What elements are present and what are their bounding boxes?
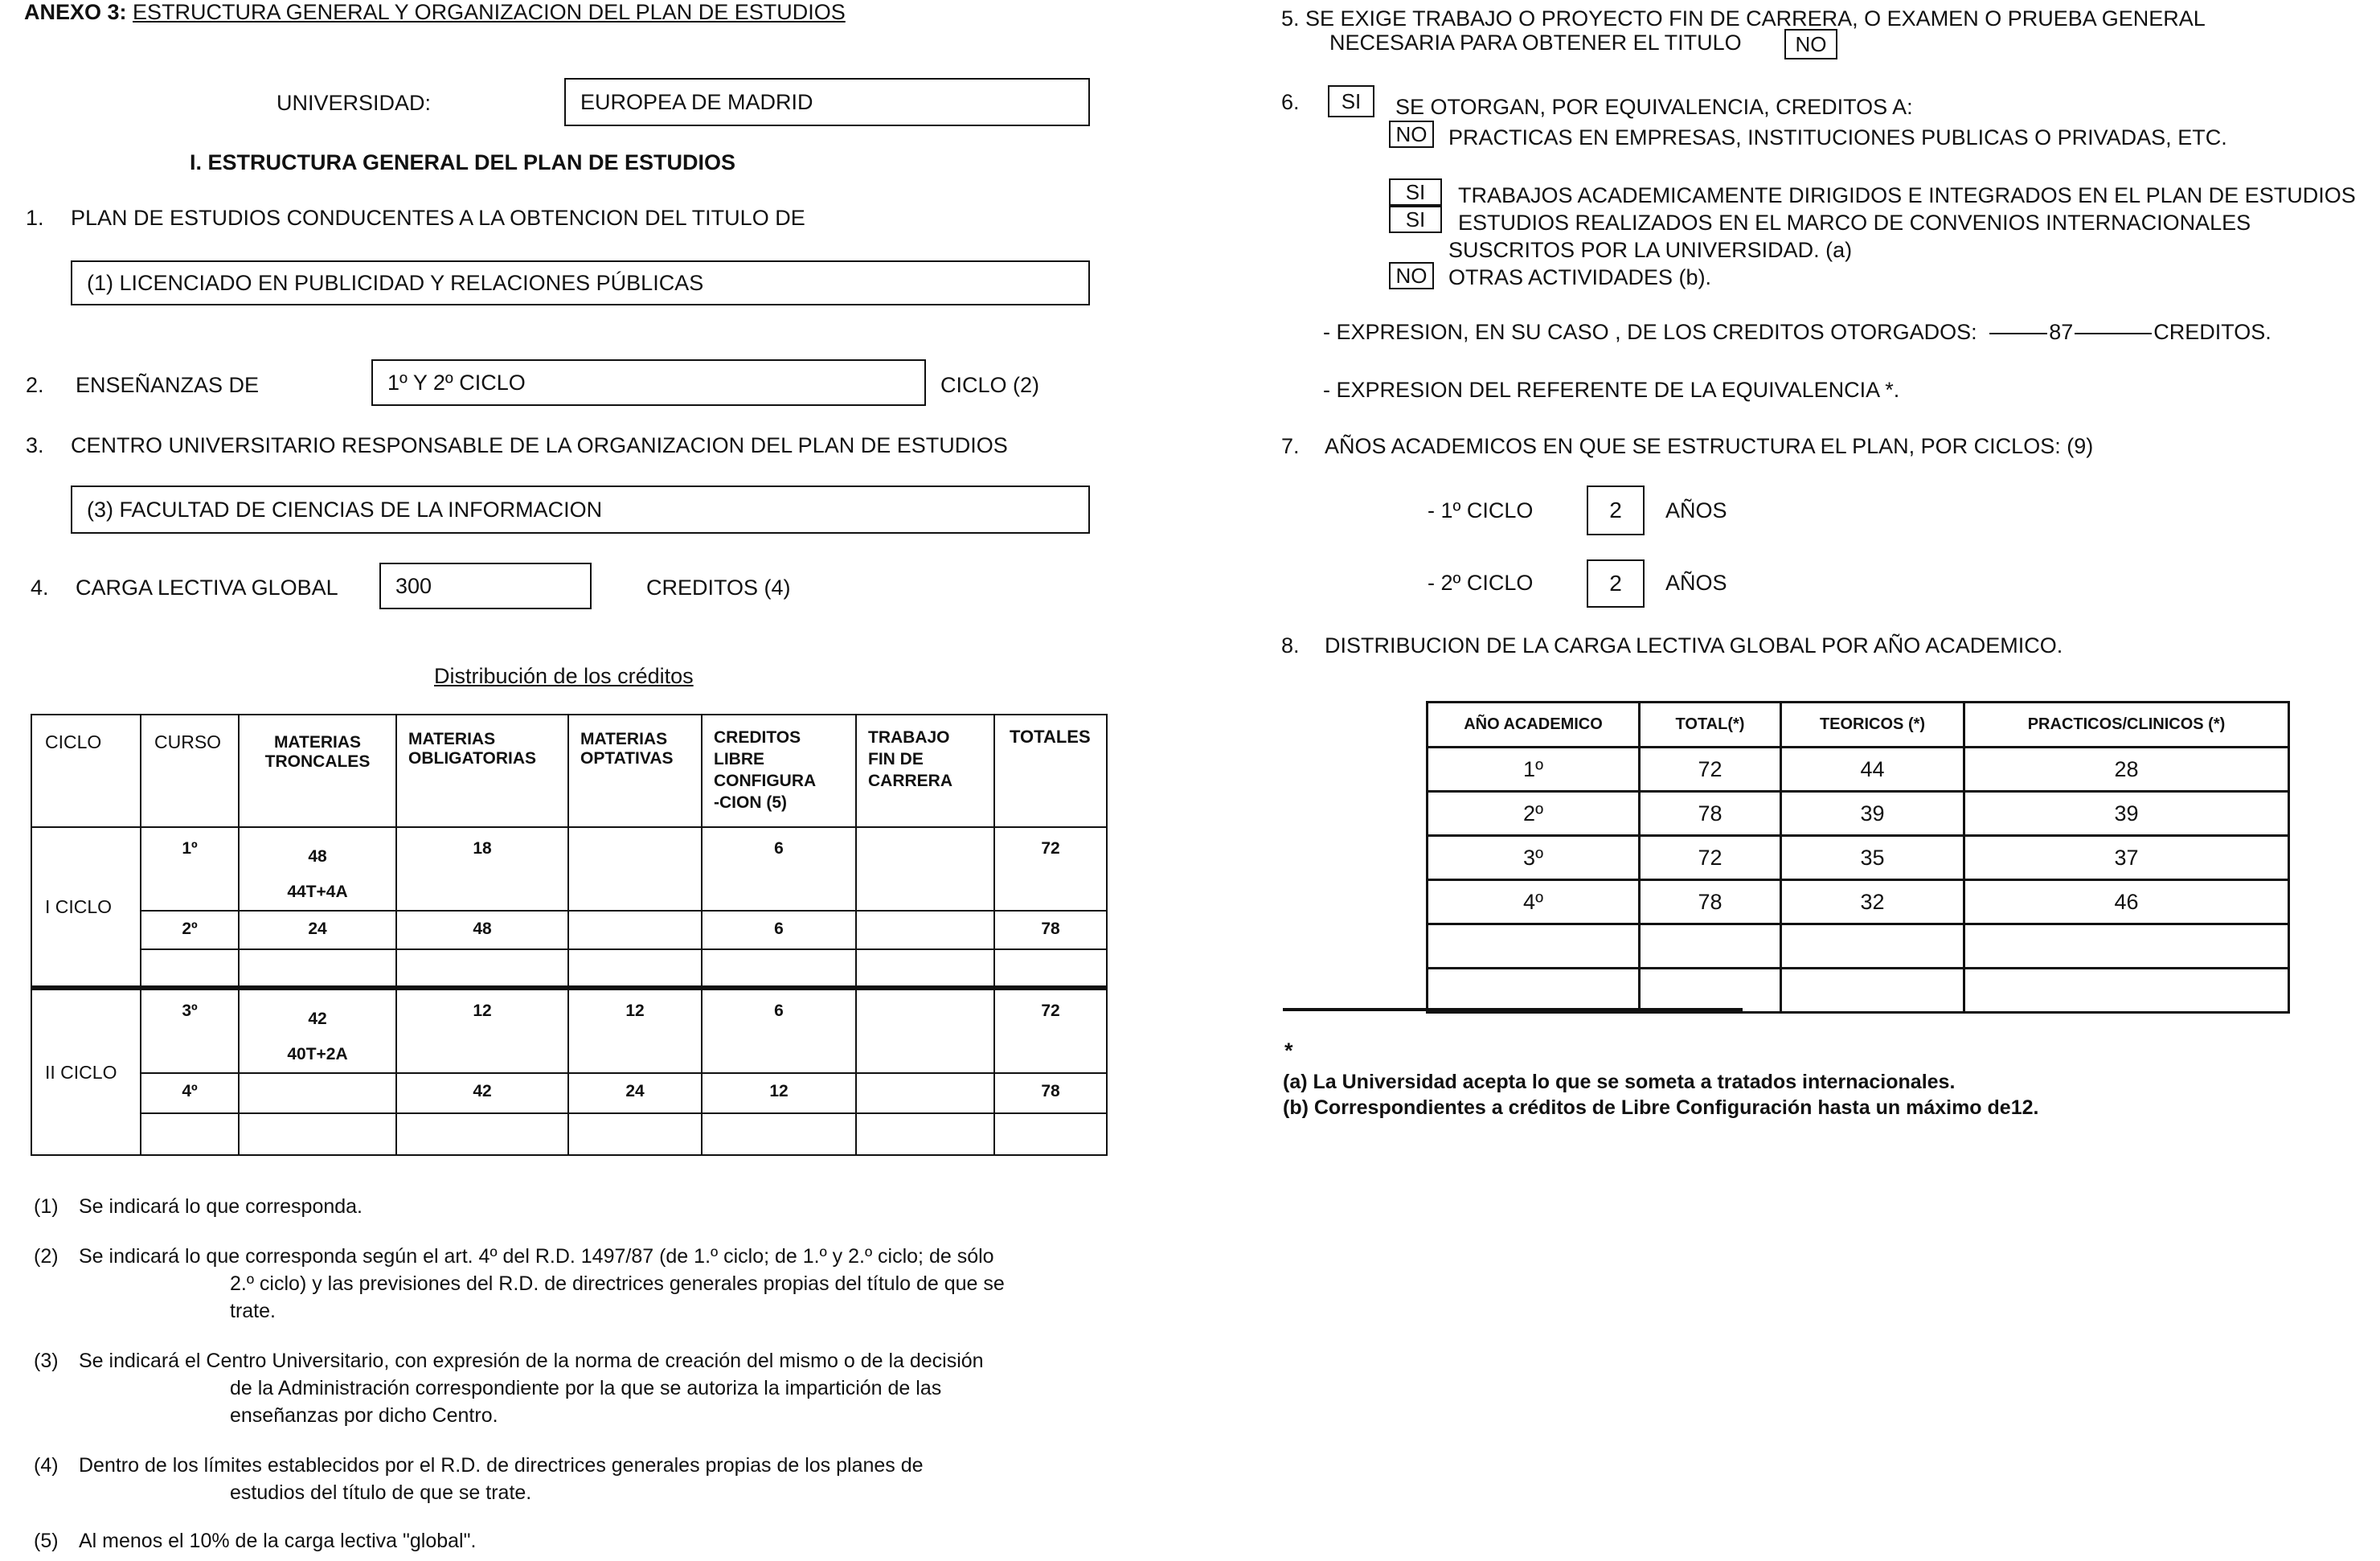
university-label: UNIVERSIDAD: bbox=[277, 91, 432, 115]
option-2-label: TRABAJOS ACADEMICAMENTE DIRIGIDOS E INTEGRADOS EN EL PLAN DE ESTUDIOS bbox=[1458, 183, 2356, 207]
cell-totales: 72 bbox=[994, 827, 1107, 911]
cell-totales: 78 bbox=[994, 1073, 1107, 1113]
cell-optativas bbox=[568, 911, 702, 949]
header-libre-configuracion: CREDITOS LIBRE CONFIGURA -CION (5) bbox=[702, 715, 856, 827]
item-6-number: 6. bbox=[1281, 90, 1300, 114]
footnote-5: (5) Al menos el 10% de la carga lectiva "global". bbox=[34, 1530, 477, 1552]
table-row bbox=[31, 827, 1107, 911]
header-trabajo-fin: TRABAJO FIN DE CARRERA bbox=[856, 715, 994, 827]
table-row bbox=[1428, 924, 2289, 969]
table-row bbox=[31, 1073, 1107, 1113]
item-4-number: 4. bbox=[31, 576, 49, 600]
degree-title-field: (1) LICENCIADO EN PUBLICIDAD Y RELACIONES PÚBLICAS bbox=[71, 260, 1090, 305]
cycle-1-unit: AÑOS bbox=[1665, 498, 1727, 522]
cell-obligatorias: 48 bbox=[396, 911, 568, 949]
annex-title: ESTRUCTURA GENERAL Y ORGANIZACION DEL PLAN DE ESTUDIOS bbox=[133, 0, 846, 24]
expression-reference: - EXPRESION DEL REFERENTE DE LA EQUIVALENCIA *. bbox=[1323, 378, 1900, 402]
table-row bbox=[31, 949, 1107, 988]
cell-obligatorias: 18 bbox=[396, 827, 568, 911]
university-field: EUROPEA DE MADRID bbox=[564, 78, 1090, 126]
item-2-suffix: CICLO (2) bbox=[940, 373, 1040, 397]
annex-heading bbox=[24, 0, 846, 25]
load-distribution-table bbox=[1426, 701, 2290, 1014]
note-b: (b) Correspondientes a créditos de Libre Configuración hasta un máximo de12. bbox=[1283, 1096, 2039, 1119]
option-1-label: PRACTICAS EN EMPRESAS, INSTITUCIONES PUBLICAS O PRIVADAS, ETC. bbox=[1448, 125, 2227, 150]
cell-troncales: 42 40T+2A bbox=[239, 988, 396, 1073]
item-1-number: 1. bbox=[26, 206, 44, 230]
header-total: TOTAL(*) bbox=[1640, 703, 1781, 748]
final-project-answer: NO bbox=[1784, 29, 1837, 59]
option-1-answer: NO bbox=[1389, 121, 1434, 148]
cell-curso: 1º bbox=[141, 827, 239, 911]
header-optativas: MATERIAS OPTATIVAS bbox=[568, 715, 702, 827]
cell-troncales: 48 44T+4A bbox=[239, 827, 396, 911]
cell-troncales bbox=[239, 1073, 396, 1113]
item-4-suffix: CREDITOS (4) bbox=[646, 576, 791, 600]
table-row: 4º 78 32 46 bbox=[1428, 880, 2289, 924]
footnote-1: (1) Se indicará lo que corresponda. bbox=[34, 1195, 363, 1218]
cell-libre: 6 bbox=[702, 988, 856, 1073]
cell-trabajo bbox=[856, 827, 994, 911]
cell-totales: 78 bbox=[994, 911, 1107, 949]
item-3-number: 3. bbox=[26, 433, 44, 457]
cell-trabajo bbox=[856, 988, 994, 1073]
cell-totales: 72 bbox=[994, 988, 1107, 1073]
option-4-answer: NO bbox=[1389, 262, 1434, 289]
cycle-1-label: - 1º CICLO bbox=[1428, 498, 1534, 522]
header-practical: PRACTICOS/CLINICOS (*) bbox=[1964, 703, 2289, 748]
header-obligatorias: MATERIAS OBLIGATORIAS bbox=[396, 715, 568, 827]
table-row bbox=[31, 988, 1107, 1073]
cell-optativas: 24 bbox=[568, 1073, 702, 1113]
dash-line bbox=[1989, 333, 2047, 334]
cycles-field: 1º Y 2º CICLO bbox=[371, 359, 926, 406]
cell-optativas bbox=[568, 827, 702, 911]
footnote-2: (2) Se indicará lo que corresponda según el art. 4º del R.D. 1497/87 (de 1.º ciclo; de 1.º y 2.º ciclo; de sólo 2.º ciclo) y las previsiones del R.D. de directrices generales propias del título de que se trate. bbox=[34, 1245, 1005, 1322]
header-year: AÑO ACADEMICO bbox=[1428, 703, 1640, 748]
asterisk-note: * bbox=[1284, 1039, 1293, 1063]
cycle-2-unit: AÑOS bbox=[1665, 571, 1727, 595]
item-1-label: PLAN DE ESTUDIOS CONDUCENTES A LA OBTENCION DEL TITULO DE bbox=[71, 206, 805, 230]
option-3-label: ESTUDIOS REALIZADOS EN EL MARCO DE CONVENIOS INTERNACIONALES bbox=[1458, 211, 2251, 235]
header-totales: TOTALES bbox=[994, 715, 1107, 827]
item-3-label: CENTRO UNIVERSITARIO RESPONSABLE DE LA ORGANIZACION DEL PLAN DE ESTUDIOS bbox=[71, 433, 1008, 457]
dash-line bbox=[2075, 333, 2152, 334]
table-row bbox=[31, 911, 1107, 949]
cell-libre: 6 bbox=[702, 827, 856, 911]
expression-credits-value: 87 bbox=[2049, 320, 2074, 344]
item-5-line2: NECESARIA PARA OBTENER EL TITULO bbox=[1329, 31, 1742, 55]
option-3-answer: SI bbox=[1389, 206, 1442, 233]
credits-header-row bbox=[31, 715, 1107, 827]
cell-curso: 2º bbox=[141, 911, 239, 949]
table-row bbox=[31, 1113, 1107, 1155]
header-theoretical: TEORICOS (*) bbox=[1781, 703, 1964, 748]
item-7-number: 7. bbox=[1281, 434, 1300, 458]
cycle-2-label: - 2º CICLO bbox=[1428, 571, 1534, 595]
cell-curso: 3º bbox=[141, 988, 239, 1073]
header-ciclo: CICLO bbox=[31, 715, 141, 827]
header-curso: CURSO bbox=[141, 715, 239, 827]
table-row: 1º 72 44 28 bbox=[1428, 748, 2289, 792]
credits-table bbox=[31, 714, 1108, 1156]
footnote-4: (4) Dentro de los límites establecidos por el R.D. de directrices generales propias de los planes de estudios del título de que se trate. bbox=[34, 1454, 924, 1504]
faculty-field: (3) FACULTAD DE CIENCIAS DE LA INFORMACION bbox=[71, 486, 1090, 534]
table-row: 3º 72 35 37 bbox=[1428, 836, 2289, 880]
cell-libre: 12 bbox=[702, 1073, 856, 1113]
note-a: (a) La Universidad acepta lo que se someta a tratados internacionales. bbox=[1283, 1071, 1956, 1093]
cell-obligatorias: 12 bbox=[396, 988, 568, 1073]
item-7-label: AÑOS ACADEMICOS EN QUE SE ESTRUCTURA EL PLAN, POR CICLOS: (9) bbox=[1325, 434, 2094, 458]
header-troncales: MATERIAS TRONCALES bbox=[239, 715, 396, 827]
cell-curso: 4º bbox=[141, 1073, 239, 1113]
item-4-label: CARGA LECTIVA GLOBAL bbox=[76, 576, 338, 600]
item-8-number: 8. bbox=[1281, 633, 1300, 658]
distribution-title: Distribución de los créditos bbox=[434, 664, 694, 688]
equivalence-answer: SI bbox=[1328, 85, 1374, 117]
cell-optativas: 12 bbox=[568, 988, 702, 1073]
ciclo-1-label: I CICLO bbox=[31, 827, 141, 988]
dist-header-row bbox=[1428, 703, 2289, 748]
item-2-number: 2. bbox=[26, 373, 44, 397]
footnote-separator bbox=[1283, 1008, 1743, 1011]
option-4-label: OTRAS ACTIVIDADES (b). bbox=[1448, 265, 1712, 289]
item-2-label: ENSEÑANZAS DE bbox=[76, 373, 260, 397]
cell-obligatorias: 42 bbox=[396, 1073, 568, 1113]
expression-credits: - EXPRESION, EN SU CASO , DE LOS CREDITOS OTORGADOS: 87 CREDITOS. bbox=[1323, 320, 2271, 344]
item-6-label: SE OTORGAN, POR EQUIVALENCIA, CREDITOS A: bbox=[1395, 95, 1913, 119]
annex-label: ANEXO 3: bbox=[24, 0, 127, 24]
ciclo-2-label: II CICLO bbox=[31, 988, 141, 1155]
cycle-1-years: 2 bbox=[1587, 486, 1645, 535]
option-3-label-cont: SUSCRITOS POR LA UNIVERSIDAD. (a) bbox=[1448, 238, 1853, 262]
item-5-line1: 5. SE EXIGE TRABAJO O PROYECTO FIN DE CARRERA, O EXAMEN O PRUEBA GENERAL bbox=[1281, 6, 2206, 31]
cell-trabajo bbox=[856, 1073, 994, 1113]
global-load-field: 300 bbox=[379, 563, 592, 609]
cell-troncales: 24 bbox=[239, 911, 396, 949]
cell-trabajo bbox=[856, 911, 994, 949]
table-row: 2º 78 39 39 bbox=[1428, 792, 2289, 836]
cell-libre: 6 bbox=[702, 911, 856, 949]
footnote-3: (3) Se indicará el Centro Universitario, con expresión de la norma de creación del mismo o de la decisión de la Administración correspondiente por la que se autoriza la impartición de las enseñanzas por dicho Centro. bbox=[34, 1350, 984, 1427]
option-2-answer: SI bbox=[1389, 178, 1442, 206]
cycle-2-years: 2 bbox=[1587, 559, 1645, 608]
section-title: I. ESTRUCTURA GENERAL DEL PLAN DE ESTUDIOS bbox=[190, 150, 736, 174]
table-row bbox=[1428, 969, 2289, 1013]
item-8-label: DISTRIBUCION DE LA CARGA LECTIVA GLOBAL POR AÑO ACADEMICO. bbox=[1325, 633, 2063, 658]
